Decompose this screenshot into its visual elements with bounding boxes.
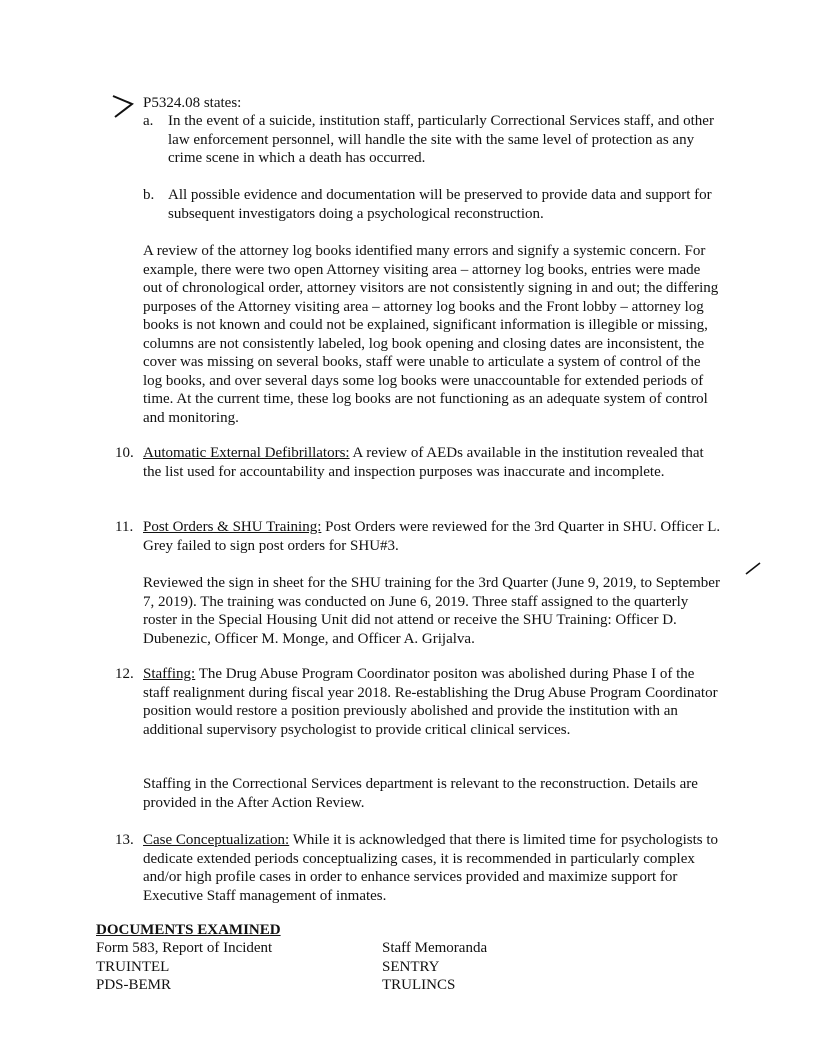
documents-left-column — [96, 939, 272, 995]
item-11-paragraph-2: Reviewed the sign in sheet for the SHU training for the 3rd Quarter (June 9, 2019, to September 7, 2019). The training was conducted on June 6, 2019. Three staff assigned to the quarterly roster in the Special Housing Unit did not attend or receive the SHU Training: Officer D. Dubenezic, Officer M. Monge, and Officer A. Grijalva. — [143, 575, 720, 647]
item-12-title: Staffing: — [143, 666, 196, 682]
document-item: SENTRY — [382, 958, 440, 975]
item-number-13: 13. — [115, 832, 134, 848]
item-number-10: 10. — [115, 445, 134, 461]
policy-intro: P5324.08 states: — [143, 95, 242, 111]
item-number-12: 12. — [115, 666, 134, 682]
item-number-11: 11. — [115, 519, 134, 535]
item-12: Staffing: The Drug Abuse Program Coordinator positon was abolished during Phase I of the staff realignment during fiscal year 2018. Re-establishing the Drug Abuse Program Coordinator position would restore a position previously abolished and provide the institution with an additional supervisory psychologist to provide critical clinical services. — [143, 666, 718, 738]
list-marker-b: b. — [143, 187, 155, 203]
item-10: Automatic External Defibrillators: A review of AEDs available in the institution revealed that the list used for accountability and inspection purposes was inaccurate and incomplete. — [143, 445, 704, 480]
review-paragraph: A review of the attorney log books identified many errors and signify a systemic concern. For example, there were two open Attorney visiting area – attorney log books, entries were made out of chronological order, attorney visitors are not consistently signing in and out; the differing purposes of the Attorney visiting area – attorney log books and the Front lobby – attorney log books is not known and could not be explained, significant information is illegible or missing, columns are not consistently labeled, log book opening and closing dates are inconsistent, the cover was missing on several books, staff were unable to articulate a system of control of the log books, and over several days some log books were unaccountable for extended periods of time. At the current time, these log books are not functioning as an adequate system of control and monitoring. — [143, 243, 719, 426]
document-item: Form 583, Report of Incident — [96, 940, 273, 956]
item-12-paragraph-2: Staffing in the Correctional Services department is relevant to the reconstruction. Details are provided in the After Action Review. — [143, 776, 698, 811]
list-marker-a: a. — [143, 113, 154, 129]
list-item-b: All possible evidence and documentation will be preserved to provide data and support for subsequent investigators doing a psychological reconstruction. — [168, 187, 712, 222]
document-item: PDS-BEMR — [96, 977, 172, 993]
documents-right-column — [382, 939, 487, 995]
item-10-title: Automatic External Defibrillators: — [143, 445, 350, 461]
item-11-title: Post Orders & SHU Training: — [143, 519, 322, 535]
item-13: Case Conceptualization: While it is acknowledged that there is limited time for psychologists to dedicate extended periods conceptualizing cases, it is recommended in particularly complex and/or high profile cases in order to enhance services provided and maximize support for Executive Staff management of inmates. — [143, 832, 719, 904]
document-item: Staff Memoranda — [382, 940, 488, 956]
tick-annotation-icon — [744, 560, 762, 576]
item-11: Post Orders & SHU Training: Post Orders were reviewed for the 3rd Quarter in SHU. Officer L. Grey failed to sign post orders for SHU#3. — [143, 519, 721, 554]
document-item: TRUINTEL — [96, 958, 170, 975]
list-item-a: In the event of a suicide, institution staff, particularly Correctional Services staff, and other law enforcement personnel, will handle the site with the same level of protection as any crime scene in which a death has occurred. — [168, 113, 714, 166]
checkmark-annotation-icon — [110, 92, 146, 122]
documents-heading: DOCUMENTS EXAMINED — [96, 922, 281, 938]
document-item: TRULINCS — [382, 977, 456, 993]
item-13-title: Case Conceptualization: — [143, 832, 290, 848]
